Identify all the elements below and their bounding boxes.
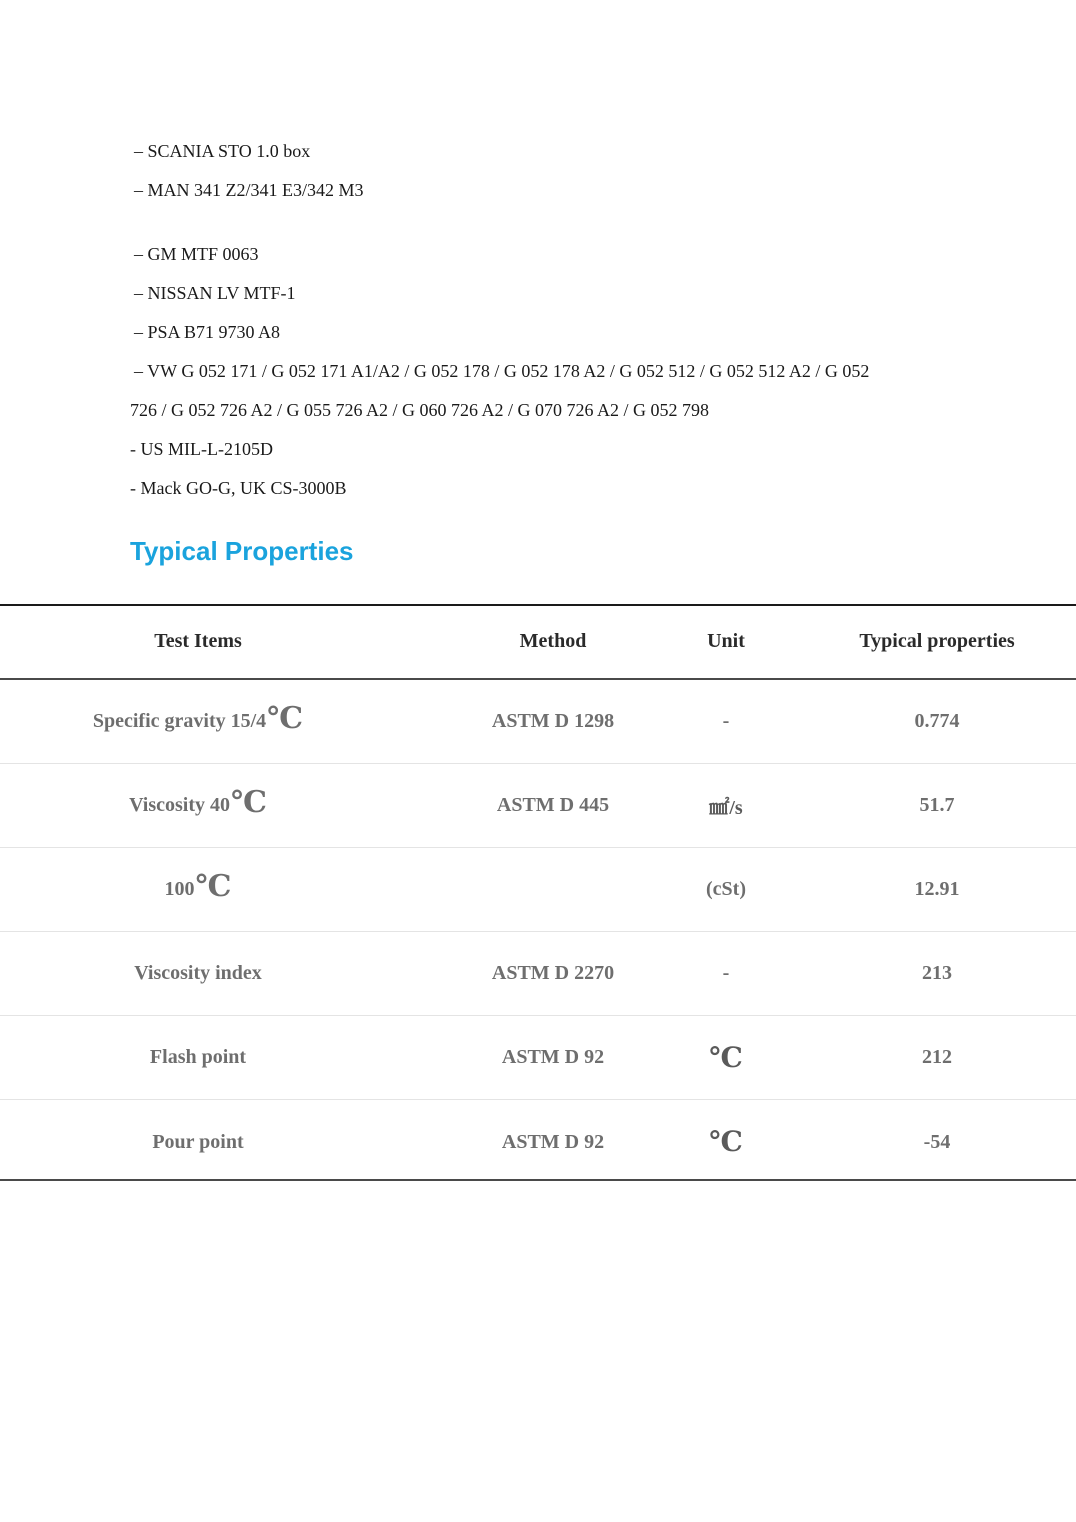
- cell-method: [430, 848, 676, 931]
- celsius-symbol: ℃: [195, 870, 232, 903]
- header-unit: Unit: [707, 630, 745, 652]
- header-method: Method: [519, 630, 587, 652]
- cell-test-item: [0, 680, 396, 763]
- celsius-symbol: ℃: [267, 702, 304, 735]
- cell-value: 212: [922, 1046, 952, 1068]
- table-row: [0, 764, 1076, 848]
- celsius-symbol: ℃: [709, 1127, 743, 1158]
- cell-unit: [676, 764, 776, 847]
- cell-unit: -: [722, 962, 730, 984]
- cell-unit: [676, 1016, 776, 1099]
- cell-test-item: [0, 764, 396, 847]
- cell-method: ASTM D 92: [501, 1130, 605, 1153]
- table-row: [0, 1016, 1076, 1100]
- table-row: [0, 848, 1076, 932]
- cell-value: 51.7: [919, 794, 955, 816]
- header-typical-properties: Typical properties: [859, 630, 1015, 652]
- spec-item-vw-continued: 726 / G 052 726 A2 / G 055 726 A2 / G 060 726 A2 / G 070 726 A2 / G 052 798: [130, 400, 710, 420]
- test-item-label: 100: [164, 878, 195, 900]
- table-row: [0, 1100, 1076, 1184]
- test-item-label: Viscosity 40: [129, 794, 230, 816]
- cell-method: ASTM D 2270: [491, 962, 615, 984]
- cell-value: 12.91: [914, 878, 960, 900]
- spec-item-psa: – PSA B71 9730 A8: [134, 322, 281, 342]
- cell-unit: [676, 1100, 776, 1184]
- celsius-symbol: ℃: [230, 786, 267, 819]
- cell-method: ASTM D 445: [496, 794, 610, 816]
- header-test-items: Test Items: [154, 630, 242, 652]
- cell-method: ASTM D 92: [501, 1046, 605, 1068]
- table-header-row: [0, 604, 1076, 679]
- cell-test-item: [0, 848, 396, 931]
- spec-item-man: – MAN 341 Z2/341 E3/342 M3: [134, 180, 364, 200]
- table-bottom-rule: [0, 1179, 1076, 1181]
- cell-value: -54: [923, 1130, 951, 1153]
- spec-item-mack: - Mack GO-G, UK CS-3000B: [130, 478, 347, 498]
- cell-test-item: Flash point: [149, 1046, 247, 1068]
- cell-unit: (cSt): [706, 878, 746, 900]
- table-row: [0, 932, 1076, 1016]
- celsius-symbol: ℃: [709, 1042, 743, 1074]
- spec-item-vw: – VW G 052 171 / G 052 171 A1/A2 / G 052 178 / G 052 178 A2 / G 052 512 / G 052 512 A2 / G 052: [134, 361, 870, 381]
- cell-unit: -: [722, 710, 730, 732]
- cell-method: ASTM D 1298: [491, 710, 615, 732]
- cell-value: 0.774: [914, 710, 960, 732]
- cell-test-item: Pour point: [152, 1130, 244, 1153]
- spec-item-nissan: – NISSAN LV MTF-1: [134, 283, 296, 303]
- cell-test-item: Viscosity index: [134, 962, 262, 984]
- square-mm-per-second-unit: ㎟/s: [709, 797, 743, 819]
- section-heading: Typical Properties: [130, 536, 354, 566]
- spec-item-scania: – SCANIA STO 1.0 box: [134, 141, 311, 161]
- cell-value: 213: [922, 962, 952, 984]
- test-item-label: Specific gravity 15/4: [92, 710, 267, 732]
- spec-item-gm: – GM MTF 0063: [134, 244, 259, 264]
- spec-item-us-mil: - US MIL-L-2105D: [130, 439, 273, 459]
- table-row: [0, 680, 1076, 764]
